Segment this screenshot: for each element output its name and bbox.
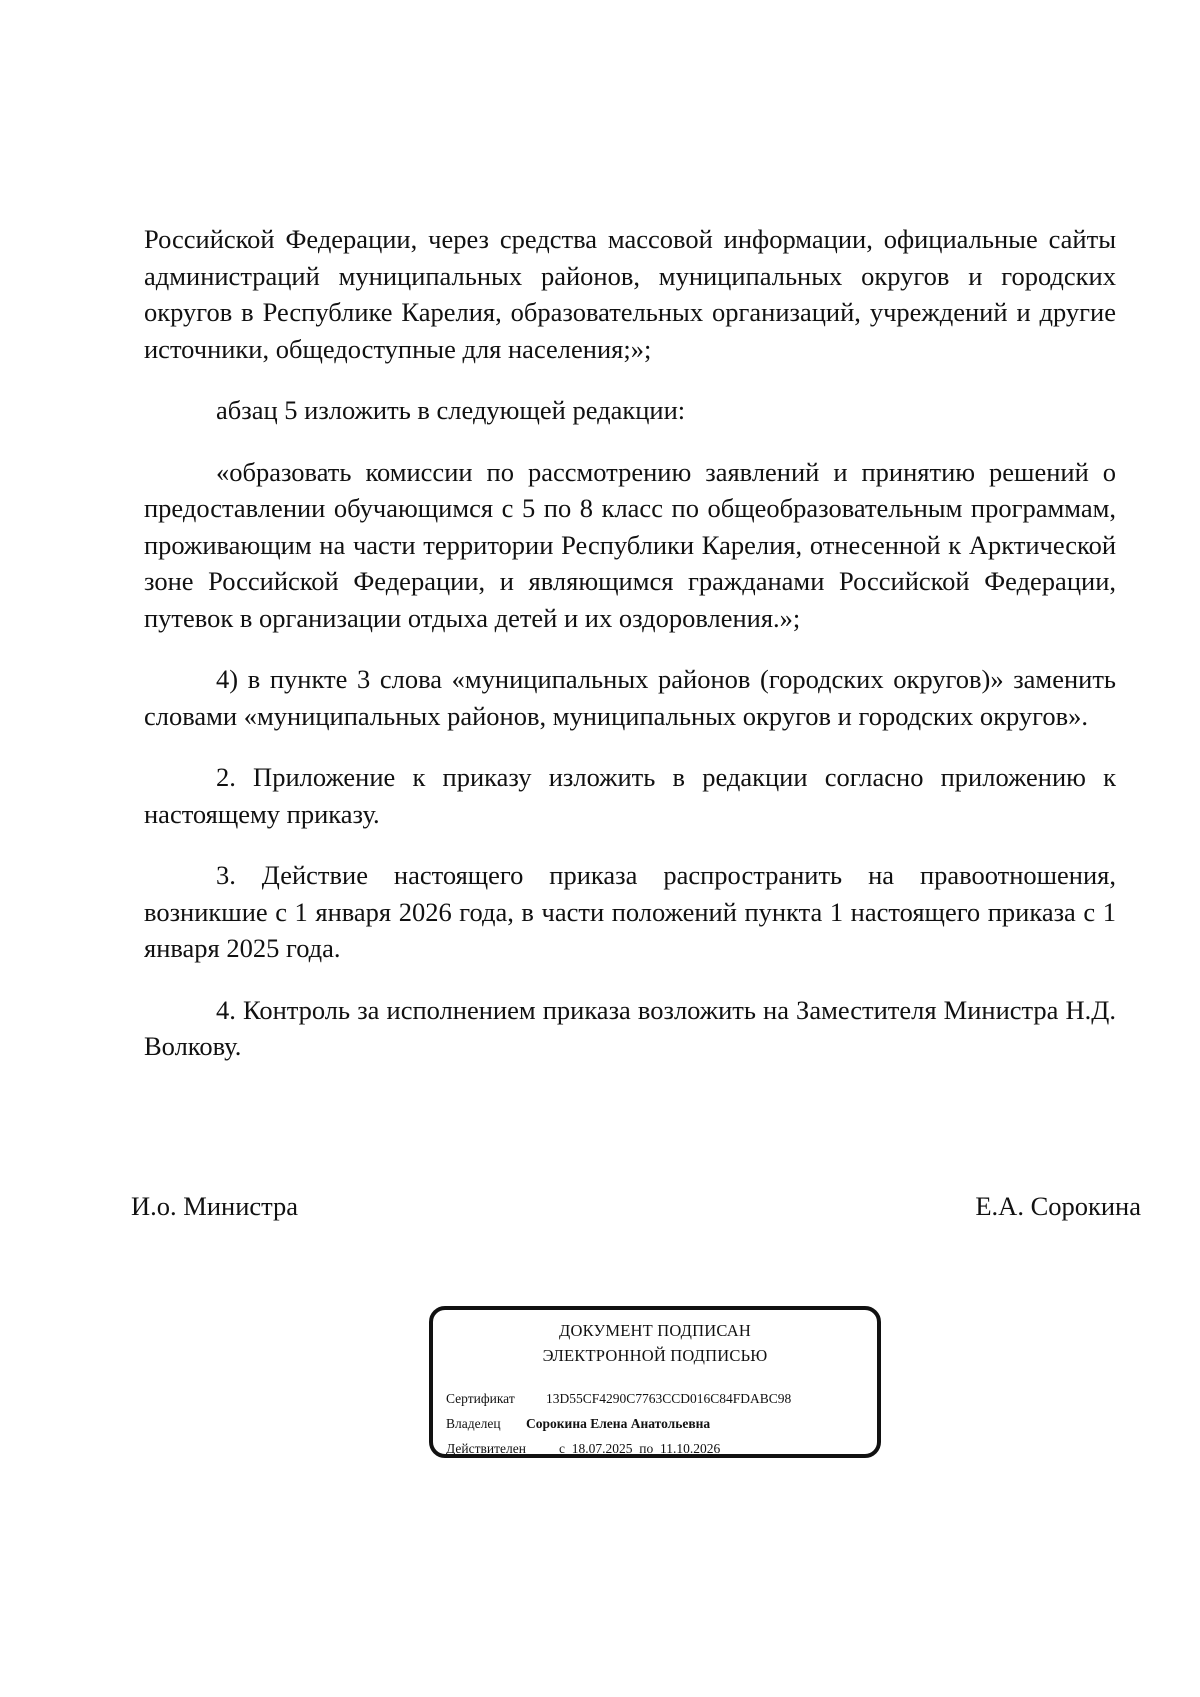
paragraph-continuation: Российской Федерации, через средства массовой информации, официальные сайты администраций муниципальных районов, муниципальных округов и городских округов в Республике Карелия, образовательных организаций, учреждений и другие источники, общедоступные для населения;»; [144, 224, 1116, 364]
certificate-label: Сертификат [446, 1391, 515, 1406]
paragraph-clause-4: 4. Контроль за исполнением приказа возложить на Заместителя Министра Н.Д. Волкову. [144, 994, 1116, 1061]
stamp-heading-line-1: ДОКУМЕНТ ПОДПИСАН [559, 1321, 751, 1340]
stamp-heading [433, 1318, 877, 1368]
signatory-name: Е.А. Сорокина [975, 1191, 1141, 1221]
signatory-position: И.о. Министра [131, 1191, 299, 1221]
valid-to-prefix: по [639, 1441, 654, 1456]
stamp-heading-line-2: ЭЛЕКТРОННОЙ ПОДПИСЬЮ [542, 1346, 768, 1365]
electronic-signature-stamp [429, 1306, 881, 1458]
valid-to-date: 11.10.2026 [659, 1441, 721, 1456]
stamp-owner-row [446, 1411, 791, 1436]
owner-label: Владелец [446, 1416, 501, 1431]
owner-value: Сорокина Елена Анатольевна [526, 1416, 711, 1431]
paragraph-quote-commissions: «образовать комиссии по рассмотрению заявлений и принятию решений о предоставлении обучающимся с 5 по 8 класс по общеобразовательным программам, проживающим на части территории Республики Карелия, отнесенной к Арктической зоне Российской Федерации, и являющимся гражданами Российской Федерации, путевок в организации отдыха детей и их оздоровления.»; [144, 456, 1116, 633]
validity-label: Действителен [446, 1441, 526, 1456]
stamp-validity-row [446, 1436, 791, 1461]
paragraph-clause-3: 3. Действие настоящего приказа распространить на правоотношения, возникшие с 1 января 2026 года, в части положений пункта 1 настоящего приказа с 1 января 2025 года. [144, 860, 1116, 963]
paragraph-abzac-5: абзац 5 изложить в следующей редакции: [216, 395, 686, 425]
stamp-details [446, 1386, 791, 1461]
certificate-value: 13D55CF4290C7763CCD016C84FDABC98 [546, 1391, 792, 1406]
document-body [144, 221, 1116, 1065]
valid-from-prefix: с [559, 1441, 565, 1456]
valid-from-date: 18.07.2025 [571, 1441, 633, 1456]
stamp-certificate-row [446, 1386, 791, 1411]
paragraph-item-4: 4) в пункте 3 слова «муниципальных районов (городских округов)» заменить словами «муниципальных районов, муниципальных округов и городских округов». [144, 664, 1116, 731]
paragraph-clause-2: 2. Приложение к приказу изложить в редакции согласно приложению к настоящему приказу. [144, 762, 1116, 829]
